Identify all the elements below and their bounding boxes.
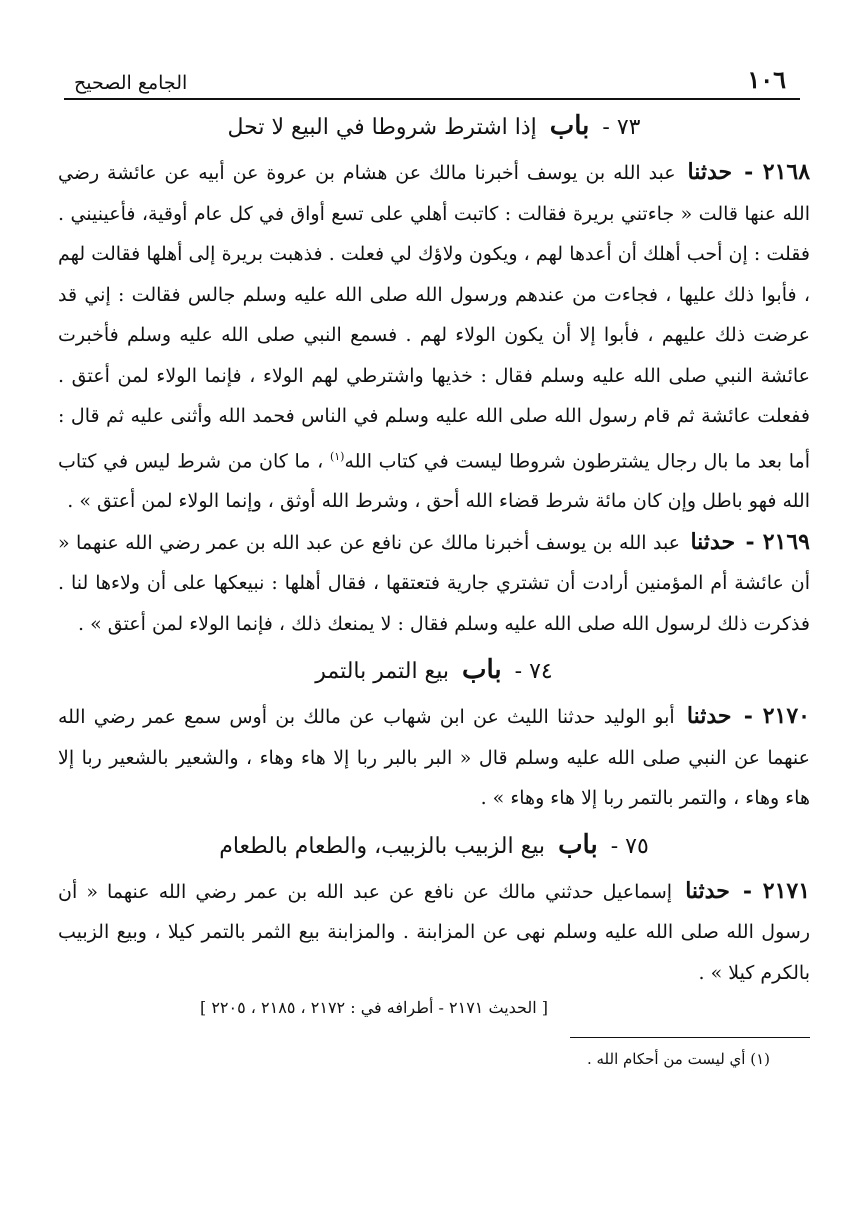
chapter-number: ٧٤ - — [514, 659, 553, 685]
hadith-paragraph — [58, 871, 810, 994]
hadith-number: ٢١٦٨ - — [744, 159, 811, 185]
footnote-mark: (١) — [329, 449, 345, 463]
hadith-paragraph — [58, 152, 810, 522]
hadith-paragraph — [58, 522, 810, 645]
hadith-text: عبد الله بن يوسف أخبرنا مالك عن نافع عن عبد الله بن عمر رضي الله عنهما « أن عائشة أم المؤمنين أرادت أن تشتري جارية فتعتقها ، فقال أهلها : نبيعكها على أن ولاءها لنا . فذكرت ذلك لرسول الله صلى الله عليه وسلم فقال : لا يمنعك ذلك ، فإنما الولاء لمن أعتق » . — [58, 531, 810, 635]
hadith-number: ٢١٦٩ - — [745, 528, 810, 555]
chapter-number: ٧٥ - — [610, 833, 649, 859]
hadith-paragraph — [58, 696, 810, 819]
book-title: الجامع الصحيح — [74, 72, 188, 94]
hadith-haddathana: حدثنا — [685, 877, 730, 904]
chapter-heading — [58, 644, 810, 696]
chapter-bab: باب — [549, 111, 590, 141]
hadith-haddathana: حدثنا — [686, 703, 732, 730]
hadith-number: ٢١٧١ - — [742, 877, 811, 904]
chapter-heading — [58, 100, 810, 152]
hadith-text: عبد الله بن يوسف أخبرنا مالك عن هشام بن عروة عن أبيه عن عائشة رضي الله عنها قالت « جاءتني بريرة فقالت : كاتبت أهلي على تسع أواق في كل عام أوقية، فأعينيني . فقلت : إن أحب أهلك أن أعدها لهم ، ويكون ولاؤك لي فعلت . فذهبت بريرة إلى أهلها فقالت لهم ، فأبوا ذلك عليها ، فجاءت من عندهم ورسول الله صلى الله عليه وسلم جالس فقالت : إني قد عرضت ذلك عليهم ، فأبوا إلا أن يكون الولاء لهم . فسمع النبي صلى الله عليه وسلم فأخبرت عائشة النبي صلى الله عليه وسلم فقال : خذيها واشترطي لهم الولاء ، فإنما الولاء لمن أعتق . ففعلت عائشة ثم قام رسول الله صلى الله عليه وسلم في الناس فحمد الله وأثنى عليه ثم قال : أما بعد ما بال رجال يشترطون شروطا ليست في كتاب الله — [58, 162, 810, 472]
chapter-bab: باب — [462, 655, 502, 686]
hadith-haddathana: حدثنا — [690, 528, 736, 555]
page-header — [64, 58, 800, 100]
hadith-text: إسماعيل حدثني مالك عن نافع عن عبد الله بن عمر رضي الله عنهما « أن رسول الله صلى الله عليه وسلم نهى عن المزابنة . والمزابنة بيع الثمر بالتمر كيلا ، وبيع الزبيب بالكرم كيلا » . — [58, 880, 810, 984]
footnote-separator — [570, 1037, 810, 1038]
page-number: ١٠٦ — [747, 65, 786, 94]
hadith-text-continued: ، ما كان من شرط ليس في كتاب الله فهو باطل وإن كان مائة شرط قضاء الله أحق ، وشرط الله أوثق ، وإنما الولاء لمن أعتق » . — [58, 449, 810, 513]
page-body — [58, 100, 810, 1070]
chapter-title: بيع التمر بالتمر — [315, 659, 450, 685]
hadith-haddathana: حدثنا — [687, 159, 733, 185]
footnote: (١) أي ليست من أحكام الله . — [586, 1050, 770, 1069]
cross-reference: [ الحديث ٢١٧١ - أطرافه في : ٢١٧٢ ، ٢١٨٥ ، ٢٢٠٥ ] — [199, 998, 549, 1018]
hadith-number: ٢١٧٠ - — [743, 703, 810, 730]
chapter-title: إذا اشترط شروطا في البيع لا تحل — [227, 115, 537, 140]
chapter-bab: باب — [558, 829, 598, 860]
chapter-title: بيع الزبيب بالزبيب، والطعام بالطعام — [219, 833, 546, 859]
chapter-number: ٧٣ - — [602, 115, 641, 140]
hadith-text: أبو الوليد حدثنا الليث عن ابن شهاب عن مالك بن أوس سمع عمر رضي الله عنهما عن النبي صلى الله عليه وسلم قال « البر بالبر ربا إلا هاء وهاء ، والشعير بالشعير ربا إلا هاء وهاء ، والتمر بالتمر ربا إلا هاء وهاء » . — [58, 706, 810, 810]
chapter-heading — [58, 819, 810, 871]
